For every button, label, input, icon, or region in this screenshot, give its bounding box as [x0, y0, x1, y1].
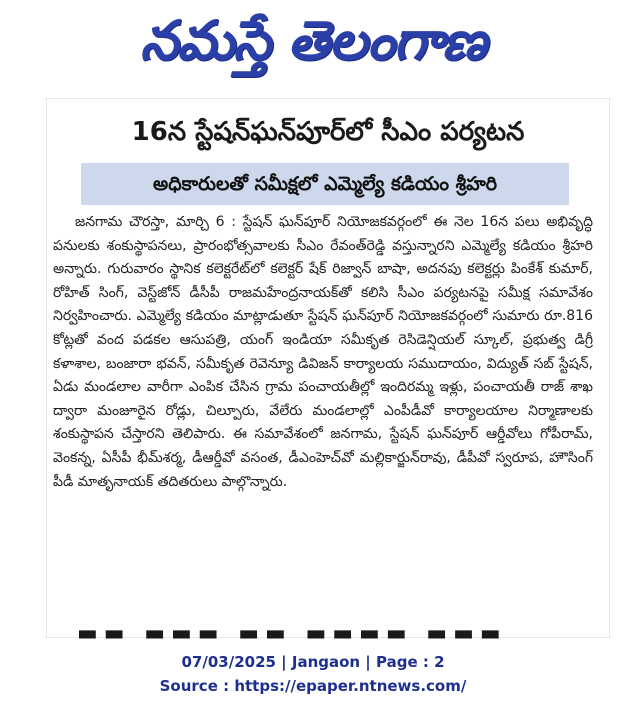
masthead-title: నమస్తే తెలంగాణ	[140, 9, 486, 72]
footer-source-link[interactable]: Source : https://epaper.ntnews.com/	[159, 677, 467, 695]
page-footer	[0, 650, 626, 698]
article-body: జనగామ చౌరస్తా, మార్చి 6 : స్టేషన్ ఘన్‌పూర్ నియోజకవర్గంలో ఈ నెల 16న పలు అభివృద్ధి పనులకు శంకుస్థాపనలు, ప్రారంభోత్సవాలకు సీఎం రేవంత్‌రెడ్డి వస్తున్నారని ఎమ్మెల్యే కడియం శ్రీహరి అన్నారు. గురువారం స్థానిక కలెక్టరేట్‌లో కలెక్టర్ షేక్ రిజ్వాన్ బాషా, అదనపు కలెక్టర్లు పింకేశ్ కుమార్, రోహిత్ సింగ్, వెస్ట్‌జోన్ డీసీపీ రాజమహేంద్రనాయక్‌తో కలిసి సీఎం పర్యటనపై సమీక్ష సమావేశం నిర్వహించారు. ఎమ్మెల్యే కడియం మాట్లాడుతూ స్టేషన్ ఘన్‌పూర్ నియోజకవర్గంలో సుమారు రూ.816 కోట్లతో వంద పడకల ఆసుపత్రి, యంగ్ ఇండియా సమీకృత రెసిడెన్షియల్ స్కూల్, ప్రభుత్వ డిగ్రీ కళాశాల, బంజారా భవన్, సమీకృత రెవెన్యూ డివిజన్ కార్యాలయ సముదాయం, విద్యుత్ సబ్ స్టేషన్, ఏడు మండలాల వారీగా ఎంపిక చేసిన గ్రామ పంచాయతీల్లో ఇందిరమ్మ ఇళ్లు, పంచాయతీ రాజ్ శాఖ ద్వారా మంజూరైన రోడ్లు, చిల్పూరు, వేలేరు మండలాల్లో ఎంపీడీవో కార్యాలయాల నిర్మాణాలకు శంకుస్థాపన చేస్తారని తెలిపారు. ఈ సమావేశంలో జనగామ, స్టేషన్ ఘన్‌పూర్ ఆర్డీవోలు గోపీరామ్, వెంకన్న, ఏసీపీ భీమ్‌శర్మ, డీఆర్డీవో వసంత, డీఎంహెచ్‌వో మల్లికార్జున్‌రావు, డీపీవో స్వరూప, హౌసింగ్ పీడీ మాతృనాయక్ తదితరులు పాల్గొన్నారు.	[53, 214, 593, 490]
article-clipping	[46, 98, 610, 646]
cropped-next-headline: ▬▬ ▬▬▬ ▬▬ ▬▬▬▬ ▬▬▬	[77, 621, 507, 646]
article-headline: 16న స్టేషన్‌ఘన్‌పూర్‌లో సీఎం పర్యటన	[131, 117, 525, 147]
footer-edition-info: 07/03/2025 | Jangaon | Page : 2	[181, 653, 445, 671]
newspaper-masthead	[0, 8, 626, 78]
article-subheadline: అధికారులతో సమీక్షలో ఎమ్మెల్యే కడియం శ్రీహరి	[153, 173, 497, 195]
